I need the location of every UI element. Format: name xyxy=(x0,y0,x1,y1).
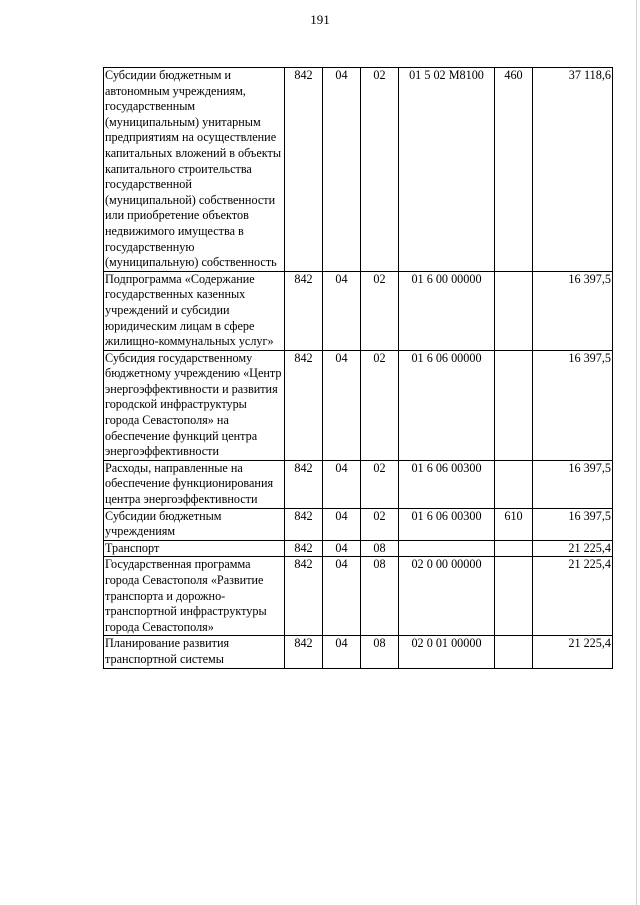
row-name: Транспорт xyxy=(104,540,285,557)
row-ministry-code: 842 xyxy=(285,460,323,508)
row-target-code: 01 6 06 00300 xyxy=(399,508,495,540)
row-name: Субсидия государственному бюджетному учреждению «Центр энергоэффективности и развития городской инфраструктуры города Севастополя» на обеспечение функций центра энергоэффективности xyxy=(104,350,285,460)
table-row xyxy=(104,557,613,636)
table-row xyxy=(104,540,613,557)
row-ministry-code: 842 xyxy=(285,350,323,460)
row-expense-type: 610 xyxy=(495,508,533,540)
row-amount: 37 118,6 xyxy=(533,68,613,272)
row-expense-type xyxy=(495,540,533,557)
table-row xyxy=(104,508,613,540)
row-ministry-code: 842 xyxy=(285,271,323,350)
row-expense-type xyxy=(495,271,533,350)
page-number: 191 xyxy=(310,12,330,27)
row-target-code: 01 6 00 00000 xyxy=(399,271,495,350)
table-row xyxy=(104,636,613,668)
budget-table xyxy=(103,67,613,669)
row-name: Субсидии бюджетным и автономным учреждениям, государственным (муниципальным) унитарным предприятиям на осуществление капитальных вложений в объекты капитального строительства государственной (муниципальной) собственности или приобретение объектов недвижимого имущества в государственную (муниципальную) собственность xyxy=(104,68,285,272)
table-row xyxy=(104,68,613,272)
scan-edge-line xyxy=(636,0,637,905)
row-section-code: 04 xyxy=(323,271,361,350)
row-amount: 16 397,5 xyxy=(533,460,613,508)
table-row xyxy=(104,460,613,508)
row-amount: 21 225,4 xyxy=(533,636,613,668)
row-subsection-code: 02 xyxy=(361,271,399,350)
row-ministry-code: 842 xyxy=(285,508,323,540)
row-expense-type xyxy=(495,460,533,508)
row-section-code: 04 xyxy=(323,557,361,636)
row-section-code: 04 xyxy=(323,460,361,508)
row-name: Подпрограмма «Содержание государственных казенных учреждений и субсидии юридическим лицам в сфере жилищно-коммунальных услуг» xyxy=(104,271,285,350)
table-row xyxy=(104,350,613,460)
row-subsection-code: 02 xyxy=(361,68,399,272)
row-target-code: 01 5 02 M8100 xyxy=(399,68,495,272)
row-subsection-code: 02 xyxy=(361,508,399,540)
row-target-code: 02 0 00 00000 xyxy=(399,557,495,636)
row-amount: 16 397,5 xyxy=(533,508,613,540)
row-amount: 16 397,5 xyxy=(533,350,613,460)
row-amount: 16 397,5 xyxy=(533,271,613,350)
row-subsection-code: 08 xyxy=(361,636,399,668)
row-subsection-code: 02 xyxy=(361,460,399,508)
row-subsection-code: 08 xyxy=(361,557,399,636)
row-ministry-code: 842 xyxy=(285,557,323,636)
row-ministry-code: 842 xyxy=(285,540,323,557)
row-target-code xyxy=(399,540,495,557)
row-name: Расходы, направленные на обеспечение функционирования центра энергоэффективности xyxy=(104,460,285,508)
row-section-code: 04 xyxy=(323,350,361,460)
row-name: Субсидии бюджетным учреждениям xyxy=(104,508,285,540)
row-ministry-code: 842 xyxy=(285,636,323,668)
row-section-code: 04 xyxy=(323,540,361,557)
row-target-code: 01 6 06 00300 xyxy=(399,460,495,508)
row-subsection-code: 02 xyxy=(361,350,399,460)
row-section-code: 04 xyxy=(323,508,361,540)
row-target-code: 02 0 01 00000 xyxy=(399,636,495,668)
table-row xyxy=(104,271,613,350)
row-expense-type xyxy=(495,557,533,636)
row-ministry-code: 842 xyxy=(285,68,323,272)
row-expense-type xyxy=(495,636,533,668)
row-section-code: 04 xyxy=(323,636,361,668)
row-amount: 21 225,4 xyxy=(533,540,613,557)
row-name: Государственная программа города Севастополя «Развитие транспорта и дорожно-транспортной инфраструктуры города Севастополя» xyxy=(104,557,285,636)
row-expense-type xyxy=(495,350,533,460)
row-expense-type: 460 xyxy=(495,68,533,272)
row-section-code: 04 xyxy=(323,68,361,272)
row-subsection-code: 08 xyxy=(361,540,399,557)
row-target-code: 01 6 06 00000 xyxy=(399,350,495,460)
row-amount: 21 225,4 xyxy=(533,557,613,636)
row-name: Планирование развития транспортной системы xyxy=(104,636,285,668)
